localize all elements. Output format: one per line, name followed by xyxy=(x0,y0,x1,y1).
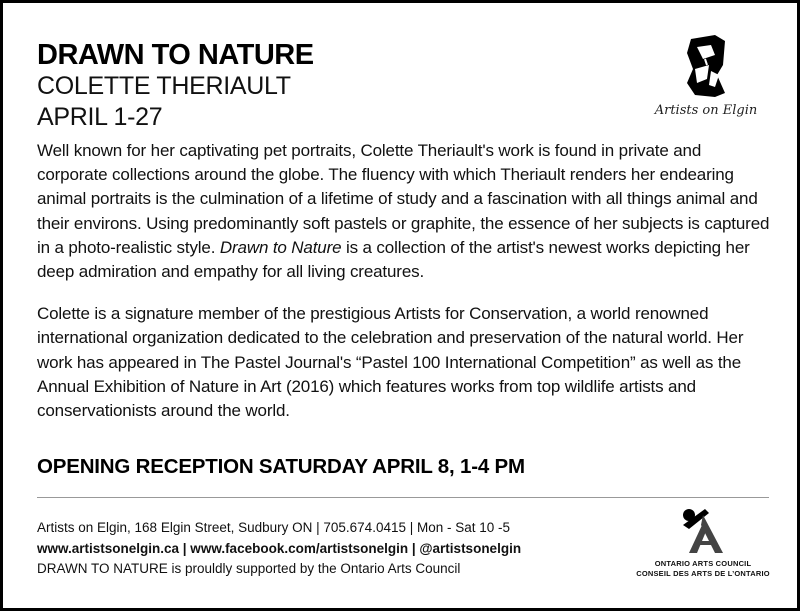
exhibition-dates: APRIL 1-27 xyxy=(37,103,163,131)
divider xyxy=(37,497,769,498)
paragraph-1: Well known for her captivating pet portraits, Colette Theriault's work is found in private and corporate collections around the globe. The fluency with which Theriault renders her endearing animal portraits is the culmination of a lifetime of study and a fascination with all things animal and their environs. Using predominantly soft pastels or graphite, the essence of her subjects is captured in a photo-realistic style. Drawn to Nature is a collection of the artist's newest works depicting her deep admiration and empathy for all living creatures. xyxy=(37,141,770,282)
exhibition-title: DRAWN TO NATURE xyxy=(37,39,314,71)
ontario-arts-council-logo xyxy=(633,505,773,585)
opening-reception: OPENING RECEPTION SATURDAY APRIL 8, 1-4 PM xyxy=(37,455,525,478)
abstract-glyph-icon xyxy=(647,33,765,105)
footer-support: DRAWN TO NATURE is prouldly supported by the Ontario Arts Council xyxy=(37,561,461,576)
italic-title: Drawn to Nature xyxy=(219,237,342,257)
logo-script-text: Artists on Elgin xyxy=(654,103,758,118)
footer xyxy=(37,518,521,580)
footer-address: Artists on Elgin, 168 Elgin Street, Sudbury ON | 705.674.0415 | Mon - Sat 10 -5 xyxy=(37,520,511,535)
footer-links: www.artistsonelgin.ca | www.facebook.com/artistsonelgin | @artistsonelgin xyxy=(37,540,522,556)
artists-on-elgin-logo xyxy=(647,33,765,133)
ontario-arts-council-icon xyxy=(675,505,731,555)
header xyxy=(37,39,314,132)
artist-name: COLETTE THERIAULT xyxy=(37,72,291,100)
description xyxy=(37,139,773,441)
oac-name-fr: CONSEIL DES ARTS DE L’ONTARIO xyxy=(636,569,770,578)
oac-name-en: ONTARIO ARTS COUNCIL xyxy=(654,559,752,568)
paragraph-2: Colette is a signature member of the prestigious Artists for Conservation, a world renowned international organization dedicated to the celebration and preservation of the natural world. Her work has appeared in The Pastel Journal's “Pastel 100 International Competition” as well as the Annual Exhibition of Nature in Art (2016) which features works from top wildlife artists and conservationists around the world. xyxy=(37,304,744,421)
